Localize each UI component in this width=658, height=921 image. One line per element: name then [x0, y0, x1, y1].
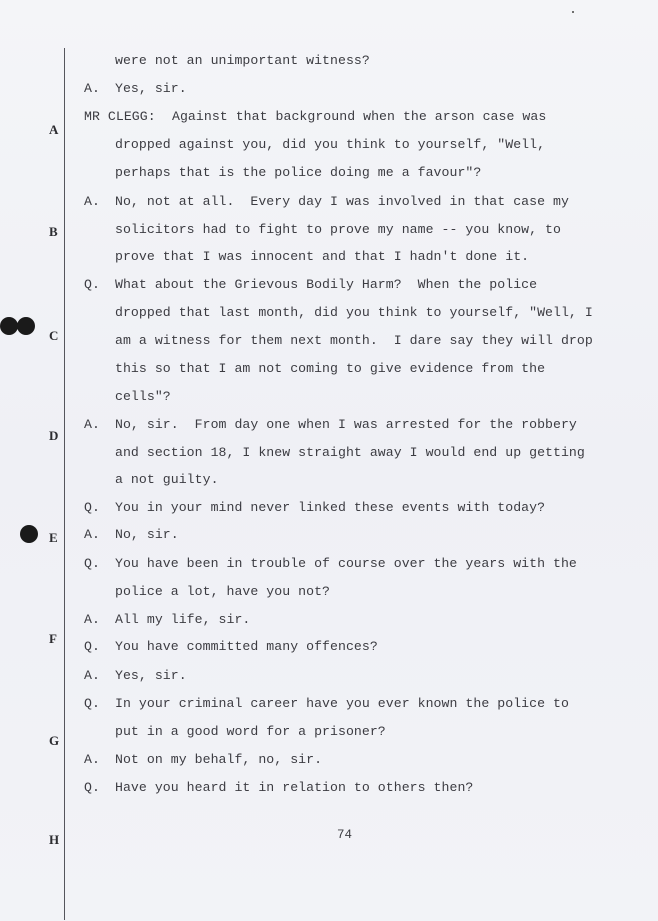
- line-text: No, not at all. Every day I was involved in that case my: [115, 194, 569, 209]
- line-text: Have you heard it in relation to others then?: [115, 780, 474, 795]
- line-text: and section 18, I knew straight away I would end up getting: [115, 445, 585, 460]
- line-text: solicitors had to fight to prove my name -- you know, to: [115, 222, 561, 237]
- line-text: In your criminal career have you ever known the police to: [115, 696, 569, 711]
- qa-marker: A.: [84, 194, 100, 209]
- qa-marker: Q.: [84, 780, 100, 795]
- margin-letter-b: B: [49, 224, 58, 239]
- qa-marker: Q.: [84, 696, 100, 711]
- line-text: What about the Grievous Bodily Harm? When the police: [115, 277, 538, 292]
- qa-marker: A.: [84, 612, 100, 627]
- qa-marker: Q.: [84, 277, 100, 292]
- line-text: police a lot, have you not?: [115, 584, 331, 599]
- margin-letter-g: G: [49, 733, 60, 748]
- line-text: a not guilty.: [115, 472, 219, 487]
- line-text: Against that background when the arson case was: [172, 109, 547, 124]
- punch-hole: [20, 525, 38, 543]
- line-text: this so that I am not coming to give evidence from the: [115, 361, 546, 376]
- line-text: All my life, sir.: [115, 612, 251, 627]
- speaker-label: MR CLEGG:: [84, 109, 156, 124]
- qa-marker: Q.: [84, 556, 100, 571]
- line-text: cells"?: [115, 389, 171, 404]
- line-text: No, sir.: [115, 527, 179, 542]
- qa-marker: A.: [84, 752, 100, 767]
- qa-marker: A.: [84, 417, 100, 432]
- page-speck: [572, 11, 574, 13]
- qa-marker: Q.: [84, 639, 100, 654]
- margin-rule: [64, 48, 65, 920]
- line-text: am a witness for them next month. I dare say they will drop: [115, 333, 593, 348]
- line-text: dropped that last month, did you think to yourself, "Well, I: [115, 305, 593, 320]
- line-text: No, sir. From day one when I was arrested for the robbery: [115, 417, 577, 432]
- line-text: Not on my behalf, no, sir.: [115, 752, 323, 767]
- margin-letter-h: H: [49, 832, 60, 847]
- margin-letter-f: F: [49, 631, 57, 646]
- line-text: dropped against you, did you think to yourself, "Well,: [115, 137, 546, 152]
- line-text: Yes, sir.: [115, 668, 187, 683]
- qa-marker: A.: [84, 81, 100, 96]
- line-text: put in a good word for a prisoner?: [115, 724, 386, 739]
- qa-marker: A.: [84, 668, 100, 683]
- margin-letter-e: E: [49, 530, 58, 545]
- page-number: 74: [337, 828, 353, 842]
- line-text: were not an unimportant witness?: [115, 53, 370, 68]
- line-text: Yes, sir.: [115, 81, 187, 96]
- margin-letter-d: D: [49, 428, 59, 443]
- margin-letter-c: C: [49, 328, 59, 343]
- line-text: You have been in trouble of course over the years with the: [115, 556, 577, 571]
- punch-hole: [0, 317, 18, 335]
- qa-marker: Q.: [84, 500, 100, 515]
- line-text: perhaps that is the police doing me a favour"?: [115, 165, 482, 180]
- punch-hole: [17, 317, 35, 335]
- qa-marker: A.: [84, 527, 100, 542]
- line-text: prove that I was innocent and that I hadn't done it.: [115, 249, 530, 264]
- line-text: You have committed many offences?: [115, 639, 378, 654]
- margin-letter-a: A: [49, 122, 59, 137]
- line-text: You in your mind never linked these events with today?: [115, 500, 546, 515]
